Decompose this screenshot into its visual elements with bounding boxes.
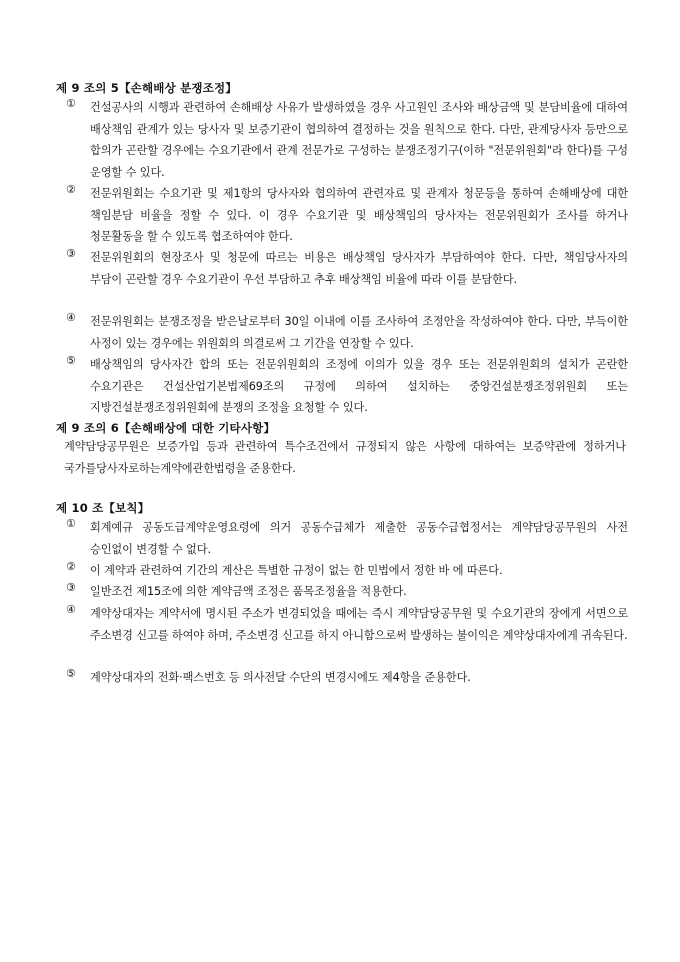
item-text: 계약상대자의 전화·팩스번호 등 의사전달 수단의 변경시에도 제4항을 준용한다.	[90, 671, 471, 684]
item-number: ④	[66, 311, 76, 324]
item-text: 회계예규 공동도급계약운영요령에 의거 공동수급체가 제출한 공동수급협정서는 계약담당공무원의 사전 승인없이 변경할 수 없다.	[90, 521, 628, 556]
item-number: ①	[66, 97, 76, 110]
item-number: ④	[66, 603, 76, 616]
item-text: 이 계약과 관련하여 기간의 계산은 특별한 규정이 없는 한 민법에서 정한 바 에 따른다.	[90, 564, 503, 577]
article-10-heading: 제 10 조【보칙】	[56, 501, 150, 515]
item-number: ⑤	[66, 667, 76, 680]
item-number: ①	[66, 517, 76, 530]
item-number: ③	[66, 247, 76, 260]
item-text: 전문위원회는 분쟁조정을 받은날로부터 30일 이내에 이를 조사하여 조정안을 작성하여야 한다. 다만, 부득이한 사정이 있는 경우에는 위원회의 의결로써 그 기간을 연장할 수 있다.	[90, 315, 628, 350]
item-text: 전문위원회의 현장조사 및 청문에 따르는 비용은 배상책임 당사자가 부담하여야 한다. 다만, 책임당사자의 부담이 곤란할 경우 수요기관이 우선 부담하고 추후 배상책임 비율에 따라 이를 분담한다.	[90, 251, 628, 286]
article-9-6-paragraph: 계약담당공무원은 보증가입 등과 관련하여 특수조건에서 규정되지 않은 사항에 대하여는 보증약관에 정하거나 국가를당사자로하는계약에관한법령을 준용한다.	[64, 440, 626, 475]
article-9-5-heading: 제 9 조의 5【손해배상 분쟁조정】	[56, 81, 238, 95]
item-text: 배상책임의 당사자간 합의 또는 전문위원회의 조정에 이의가 있을 경우 또는 전문위원회의 설치가 곤란한 수요기관은 건설산업기본법제69조의 규정에 의하여 설치하는 중앙건설분쟁조정위원회 또는 지방건설분쟁조정위원회에 분쟁의 조정을 요청할 수 있다.	[90, 358, 628, 414]
item-number: ②	[66, 560, 76, 573]
item-text: 건설공사의 시행과 관련하여 손해배상 사유가 발생하였을 경우 사고원인 조사와 배상금액 및 분담비율에 대하여 배상책임 관계가 있는 당사자 및 보증기관이 협의하여 결정하는 것을 원칙으로 한다. 다만, 관계당사자 등만으로 합의가 곤란할 경우에는 수요기관에서 관계 전문가로 구성하는 분쟁조정기구(이하 "전문위원회"라 한다)를 구성 운영할 수 있다.	[90, 101, 628, 179]
item-number: ③	[66, 581, 76, 594]
item-number: ⑤	[66, 354, 76, 367]
article-9-6-heading: 제 9 조의 6【손해배상에 대한 기타사항】	[56, 421, 276, 435]
item-text: 전문위원회는 수요기관 및 제1항의 당사자와 협의하여 관련자료 및 관계자 청문등을 통하여 손해배상에 대한 책임분담 비율을 정할 수 있다. 이 경우 수요기관 및 배상책임의 당사자는 전문위원회가 조사를 하거나 청문활동을 할 수 있도록 협조하여야 한다.	[90, 187, 628, 243]
item-text: 계약상대자는 계약서에 명시된 주소가 변경되었을 때에는 즉시 계약담당공무원 및 수요기관의 장에게 서면으로 주소변경 신고를 하여야 하며, 주소변경 신고를 하지 아니함으로써 발생하는 불이익은 계약상대자에게 귀속된다.	[90, 607, 628, 642]
item-number: ②	[66, 183, 76, 196]
item-text: 일반조건 제15조에 의한 계약금액 조정은 품목조정율을 적용한다.	[90, 585, 407, 598]
